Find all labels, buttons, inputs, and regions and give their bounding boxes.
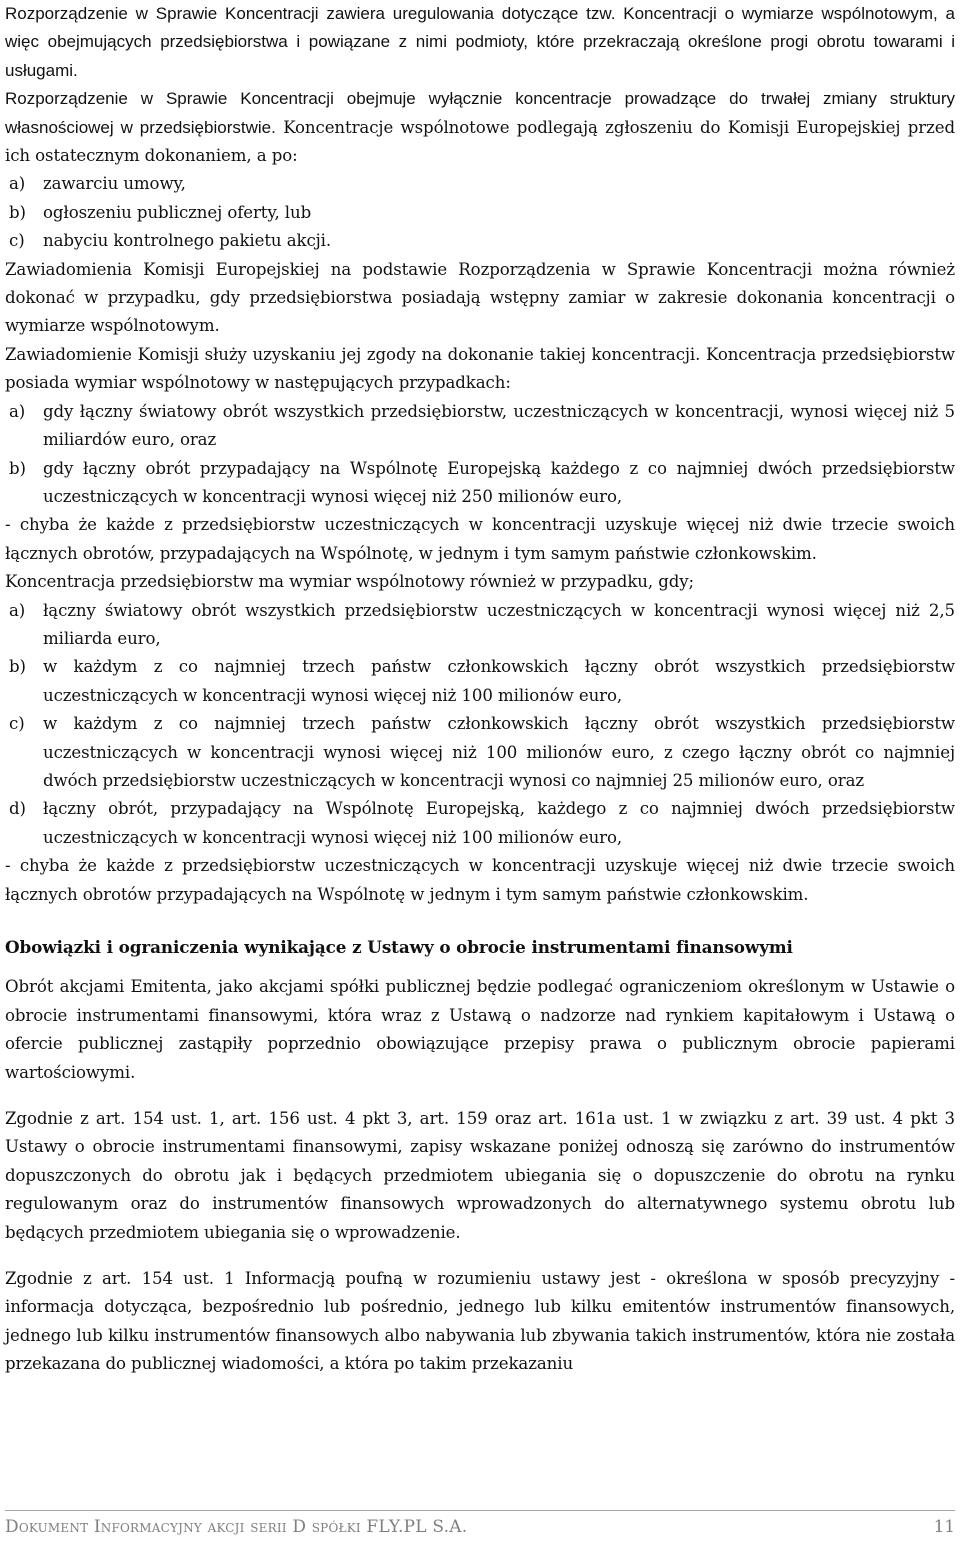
paragraph-ownership-change-lead: Rozporządzenie w Sprawie Koncentracji obejmuje wyłącznie koncentracje prowadzące do trwałej zmiany struktury własnościowej w przedsiębiorstwie. (5, 89, 955, 137)
paragraph-preliminary-notification: Zawiadomienia Komisji Europejskiej na podstawie Rozporządzenia w Sprawie Koncentracji można również dokonać w przypadku, gdy przedsiębiorstwa posiadają wstępny zamiar w zakresie dokonania koncentracji o wymiarze wspólnotowym. (5, 259, 955, 336)
list-item-text: gdy łączny obrót przypadający na Wspólnotę Europejską każdego z co najmniej dwóch przedsiębiorstw uczestniczących w koncentracji wynosi więcej niż 250 milionów euro, (43, 458, 955, 506)
list-marker: d) (9, 799, 26, 819)
paragraph-exception-member-state: - chyba że każde z przedsiębiorstw uczestniczących w koncentracji uzyskuje więcej niż dwie trzecie swoich łącznych obrotów przypadających na Wspólnotę w jednym i tym samym państwie członkowskim. (5, 856, 955, 904)
section-heading: Obowiązki i ograniczenia wynikające z Ustawy o obrocie instrumentami finansowymi (5, 937, 793, 957)
list-item-text: w każdym z co najmniej trzech państw członkowskich łączny obrót wszystkich przedsiębiorstw uczestniczących w koncentracji wynosi więcej niż 100 milionów euro, z czego łączny obrót co najmniej dwóch przedsiębiorstw uczestniczących w koncentracji wynosi co najmniej 25 milionów euro, oraz (43, 714, 955, 790)
list-marker: a) (9, 600, 26, 620)
list-additional-cases (5, 597, 955, 853)
list-item (5, 795, 955, 852)
list-marker: b) (9, 202, 26, 222)
footer-document-title: Dokument Informacyjny akcji serii D spółki FLY.PL S.A. (5, 1517, 468, 1537)
list-item (5, 199, 955, 227)
paragraph-trading-restrictions: Obrót akcjami Emitenta, jako akcjami spółki publicznej będzie podlegać ograniczeniom określonym w Ustawie o obrocie instrumentami finansowymi, która wraz z Ustawą o nadzorze nad rynkiem kapitałowym i Ustawą o ofercie publicznej zastąpiły poprzednio obowiązujące przepisy prawa o publicznym obrocie papierami wartościowymi. (5, 977, 955, 1082)
page-footer (5, 1515, 955, 1539)
list-item (5, 170, 955, 198)
page-number: 11 (933, 1517, 955, 1537)
list-notification-triggers (5, 170, 955, 255)
footer-divider (5, 1510, 955, 1511)
list-item (5, 455, 955, 512)
list-item-text: gdy łączny światowy obrót wszystkich przedsiębiorstw, uczestniczących w koncentracji, wynosi więcej niż 5 miliardów euro, oraz (43, 401, 955, 450)
paragraph-community-dimension: Zawiadomienie Komisji służy uzyskaniu jej zgody na dokonanie takiej koncentracji. Koncentracja przedsiębiorstw posiada wymiar wspólnotowy w następujących przypadkach: (5, 344, 955, 393)
paragraph-article-154-scope: Zgodnie z art. 154 ust. 1, art. 156 ust. 4 pkt 3, art. 159 oraz art. 161a ust. 1 w związku z art. 39 ust. 4 pkt 3 Ustawy o obrocie instrumentami finansowymi, zapisy wskazane poniżej odnoszą się zarówno do instrumentów dopuszczonych do obrotu jak i będących przedmiotem ubiegania się o dopuszczenie do obrotu na rynku regulowanym oraz do instrumentów finansowych wprowadzonych do alternatywnego systemu obrotu lub będących przedmiotem ubiegania się o wprowadzenie. (5, 1109, 955, 1242)
list-marker: a) (9, 401, 26, 421)
list-community-dimension-cases (5, 398, 955, 512)
list-marker: b) (9, 458, 26, 478)
list-item (5, 653, 955, 710)
paragraph-ownership-change-tail: Koncentracje wspólnotowe podlegają zgłoszeniu do Komisji Europejskiej przed ich ostatecznym dokonaniem, a po: (5, 117, 955, 166)
paragraph-confidential-information: Zgodnie z art. 154 ust. 1 Informacją poufną w rozumieniu ustawy jest - określona w sposób precyzyjny - informacja dotycząca, bezpośrednio lub pośrednio, jednego lub kilku emitentów instrumentów finansowych, jednego lub kilku instrumentów finansowych albo nabywania lub zbywania takich instrumentów, która nie została przekazana do publicznej wiadomości, a która po takim przekazaniu (5, 1269, 955, 1374)
paragraph-exception-two-thirds: - chyba że każde z przedsiębiorstw uczestniczących w koncentracji uzyskuje więcej niż dwie trzecie swoich łącznych obrotów, przypadających na Wspólnotę, w jednym i tym samym państwie członkowskim. (5, 515, 955, 563)
list-item-text: nabyciu kontrolnego pakietu akcji. (43, 231, 332, 251)
list-item-text: łączny obrót, przypadający na Wspólnotę Europejską, każdego z co najmniej dwóch przedsiębiorstw uczestniczących w koncentracji wynosi więcej niż 100 milionów euro, (43, 799, 955, 847)
document-body (5, 0, 955, 1379)
list-item (5, 398, 955, 455)
list-marker: c) (9, 714, 25, 734)
paragraph-ownership-change (5, 85, 955, 170)
list-item-text: w każdym z co najmniej trzech państw członkowskich łączny obrót wszystkich przedsiębiorstw uczestniczących w koncentracji wynosi więcej niż 100 milionów euro, (43, 657, 955, 705)
list-item (5, 597, 955, 654)
list-marker: b) (9, 657, 26, 677)
list-item-text: łączny światowy obrót wszystkich przedsiębiorstw uczestniczących w koncentracji wynosi więcej niż 2,5 miliarda euro, (43, 600, 955, 648)
list-item (5, 227, 955, 255)
paragraph-concentration-regulation: Rozporządzenie w Sprawie Koncentracji zawiera uregulowania dotyczące tzw. Koncentracji o wymiarze wspólnotowym, a więc obejmujących przedsiębiorstwa i powiązane z nimi podmioty, które przekraczają określone progi obrotu towarami i usługami. (5, 4, 955, 80)
list-item (5, 710, 955, 795)
list-marker: c) (9, 231, 25, 251)
paragraph-additional-cases: Koncentracja przedsiębiorstw ma wymiar wspólnotowy również w przypadku, gdy; (5, 572, 695, 592)
list-marker: a) (9, 174, 26, 194)
list-item-text: ogłoszeniu publicznej oferty, lub (43, 202, 312, 222)
list-item-text: zawarciu umowy, (43, 174, 186, 194)
